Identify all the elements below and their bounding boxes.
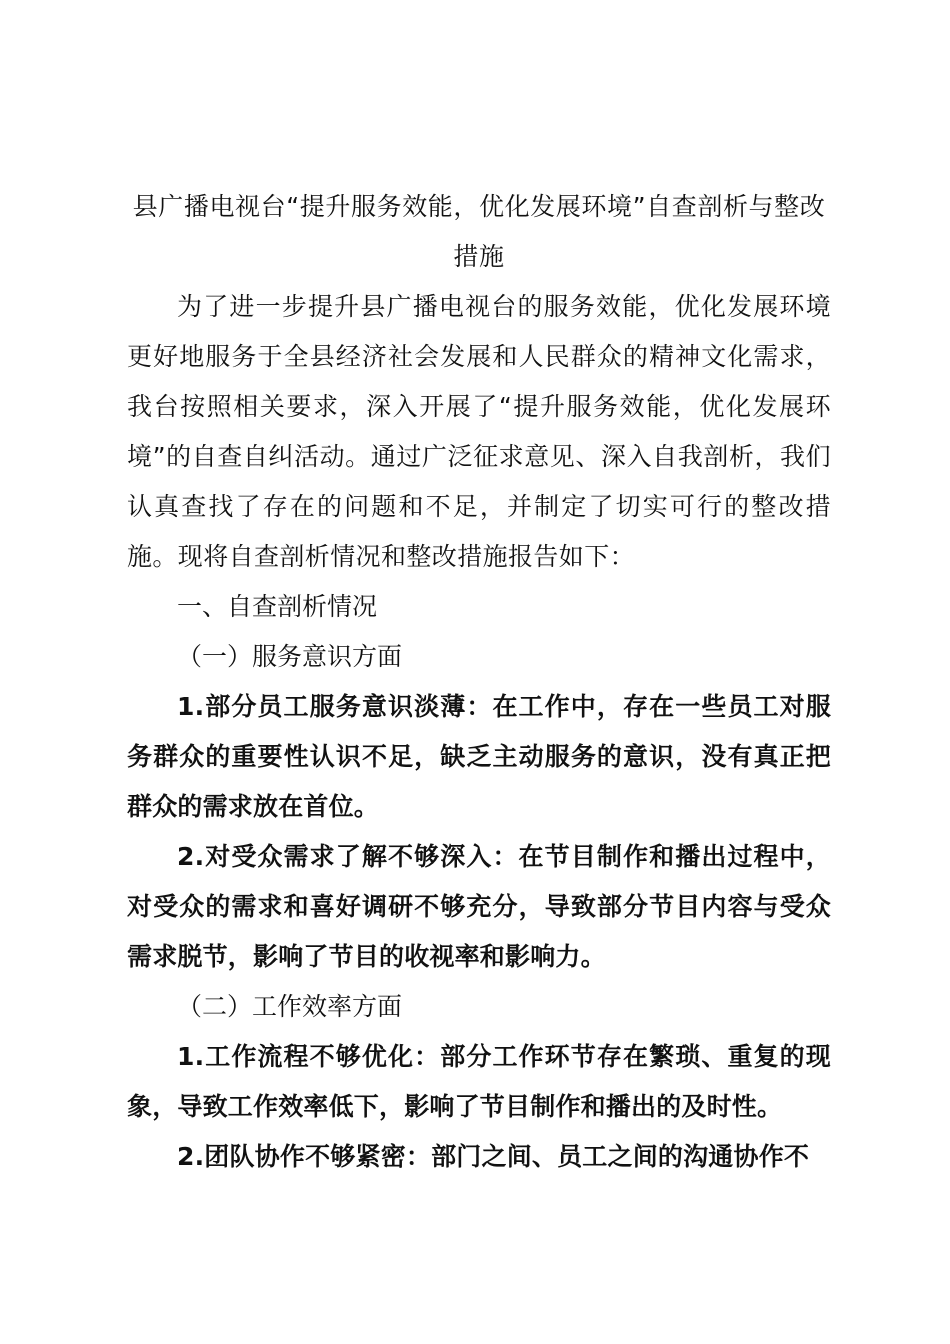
issue-item: 2.对受众需求了解不够深入：在节目制作和播出过程中，对受众的需求和喜好调研不够充分，导致部分节目内容与受众需求脱节，影响了节目的收视率和影响力。 xyxy=(127,842,831,971)
issue-item: 1.部分员工服务意识淡薄：在工作中，存在一些员工对服务群众的重要性认识不足，缺乏主动服务的意识，没有真正把群众的需求放在首位。 xyxy=(127,692,831,821)
intro-paragraph: 为了进一步提升县广播电视台的服务效能，优化发展环境更好地服务于全县经济社会发展和人民群众的精神文化需求，我台按照相关要求，深入开展了“提升服务效能，优化发展环境”的自查自纠活动。通过广泛征求意见、深入自我剖析，我们认真查找了存在的问题和不足，并制定了切实可行的整改措施。现将自查剖析情况和整改措施报告如下： xyxy=(127,292,831,571)
subsection-heading: （一）服务意识方面 xyxy=(177,642,403,671)
issue-item: 2.团队协作不够紧密：部门之间、员工之间的沟通协作不 xyxy=(177,1142,810,1171)
document-title: 县广播电视台“提升服务效能，优化发展环境”自查剖析与整改措施 xyxy=(132,192,826,271)
section-heading: 一、自查剖析情况 xyxy=(177,592,378,621)
document-body xyxy=(127,182,831,1182)
subsection-heading: （二）工作效率方面 xyxy=(177,992,403,1021)
issue-item: 1.工作流程不够优化：部分工作环节存在繁琐、重复的现象，导致工作效率低下，影响了节目制作和播出的及时性。 xyxy=(127,1042,831,1121)
